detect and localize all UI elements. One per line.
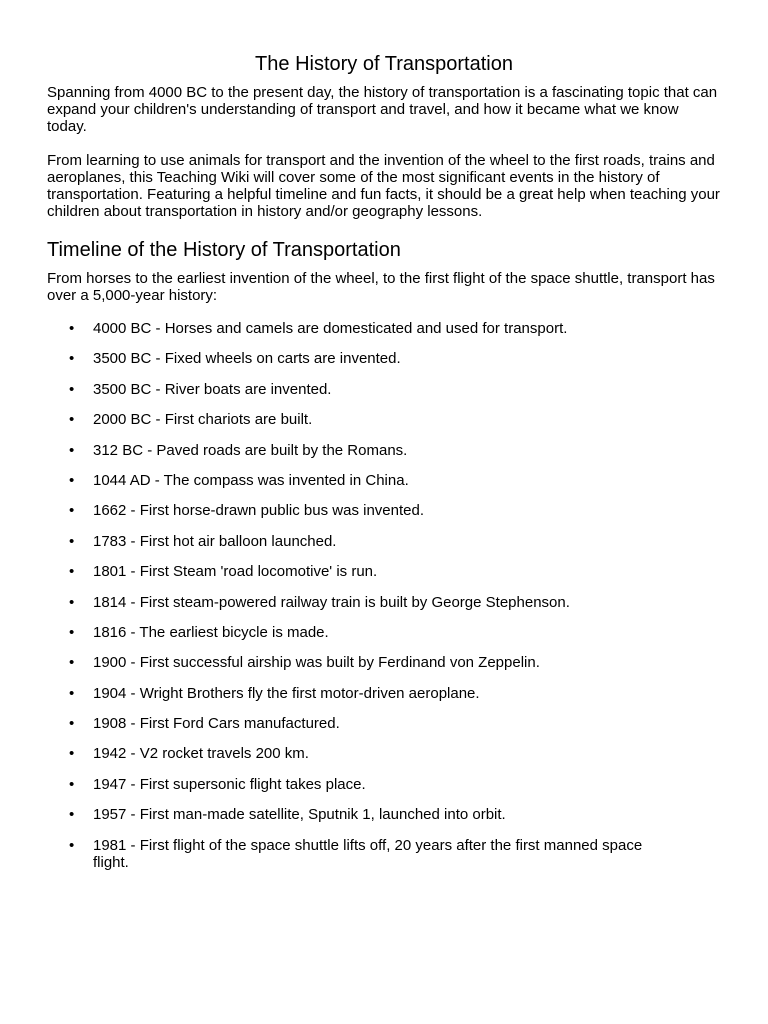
bullet-icon: •	[69, 411, 75, 429]
bullet-icon: •	[69, 806, 75, 824]
list-item-text: 1908 - First Ford Cars manufactured.	[93, 715, 340, 733]
list-item-text: 1662 - First horse-drawn public bus was invented.	[93, 502, 424, 520]
list-item	[47, 350, 721, 367]
overview-paragraph: From learning to use animals for transport and the invention of the wheel to the first roads, trains and aeroplanes, this Teaching Wiki will cover some of the most significant events in the history of transportation. Featuring a helpful timeline and fun facts, it should be a great help when teaching your children about transportation in history and/or geography lessons.	[47, 152, 720, 220]
intro-paragraph: Spanning from 4000 BC to the present day, the history of transportation is a fascinating topic that can expand your children's understanding of transport and travel, and how it became what we know today.	[47, 84, 718, 135]
bullet-icon: •	[69, 563, 75, 581]
list-item-text: 4000 BC - Horses and camels are domesticated and used for transport.	[93, 320, 568, 337]
bullet-icon: •	[69, 471, 75, 489]
list-item-text: 1816 - The earliest bicycle is made.	[93, 623, 329, 641]
list-item	[47, 442, 721, 459]
bullet-icon: •	[69, 502, 75, 520]
list-item-text: 1942 - V2 rocket travels 200 km.	[93, 745, 309, 763]
list-item	[47, 806, 721, 823]
list-item-text: 1801 - First Steam 'road locomotive' is run.	[93, 563, 378, 581]
list-item-text: 1904 - Wright Brothers fly the first motor-driven aeroplane.	[93, 684, 480, 702]
list-item	[47, 594, 721, 611]
list-item-text: 312 BC - Paved roads are built by the Romans.	[93, 441, 408, 459]
bullet-icon: •	[69, 380, 75, 398]
list-item-text: 1814 - First steam-powered railway train is built by George Stephenson.	[93, 593, 570, 611]
list-item	[47, 533, 721, 550]
bullet-icon: •	[69, 593, 75, 611]
list-item-text: 1044 AD - The compass was invented in China.	[93, 471, 409, 489]
list-item	[47, 685, 721, 702]
list-item	[47, 320, 721, 337]
list-item	[47, 776, 721, 793]
bullet-icon: •	[69, 836, 75, 854]
list-item	[47, 837, 721, 871]
bullet-icon: •	[69, 441, 75, 459]
bullet-icon: •	[69, 532, 75, 550]
section-heading: Timeline of the History of Transportation	[47, 239, 401, 261]
list-item-text: 1947 - First supersonic flight takes place.	[93, 775, 366, 793]
list-item	[47, 745, 721, 762]
list-item	[47, 381, 721, 398]
list-item-text: 1900 - First successful airship was built by Ferdinand von Zeppelin.	[93, 654, 540, 672]
bullet-icon: •	[69, 623, 75, 641]
bullet-icon: •	[69, 654, 75, 672]
list-item	[47, 563, 721, 580]
list-item-text: 3500 BC - Fixed wheels on carts are invented.	[93, 350, 401, 368]
list-item	[47, 624, 721, 641]
list-item-text: 2000 BC - First chariots are built.	[93, 411, 313, 429]
list-item	[47, 472, 721, 489]
bullet-icon: •	[69, 684, 75, 702]
list-item-text: 1783 - First hot air balloon launched.	[93, 532, 337, 550]
list-item-text: 3500 BC - River boats are invented.	[93, 380, 332, 398]
bullet-icon: •	[69, 320, 75, 337]
list-item-text: 1981 - First flight of the space shuttle lifts off, 20 years after the first manned space flight.	[93, 836, 643, 871]
bullet-icon: •	[69, 745, 75, 763]
section-intro-paragraph: From horses to the earliest invention of the wheel, to the first flight of the space shuttle, transport has over a 5,000-year history:	[47, 270, 715, 304]
page-title: The History of Transportation	[255, 53, 513, 75]
list-item	[47, 502, 721, 519]
bullet-icon: •	[69, 715, 75, 733]
timeline-list	[47, 320, 721, 871]
bullet-icon: •	[69, 350, 75, 368]
bullet-icon: •	[69, 775, 75, 793]
list-item-text: 1957 - First man-made satellite, Sputnik 1, launched into orbit.	[93, 806, 506, 824]
list-item	[47, 411, 721, 428]
list-item	[47, 715, 721, 732]
list-item	[47, 654, 721, 671]
